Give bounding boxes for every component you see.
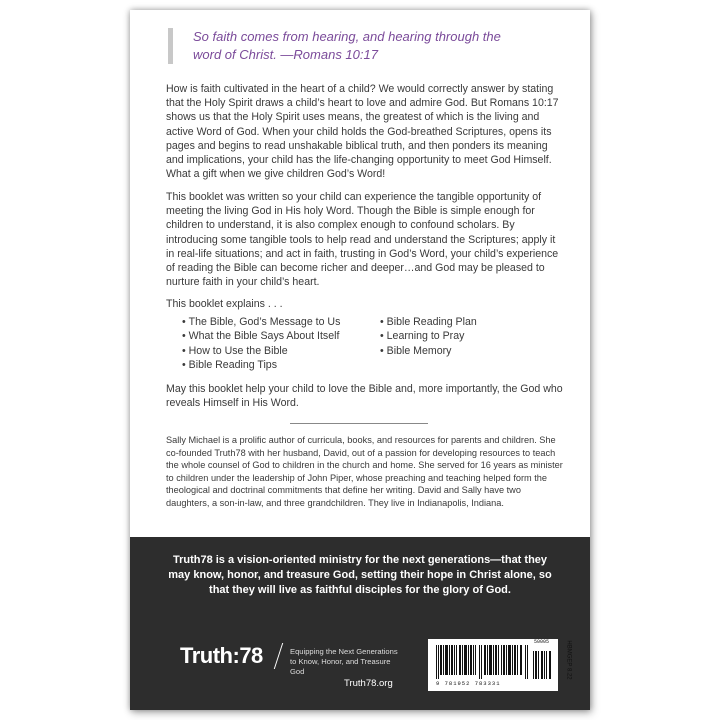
intro-paragraph: How is faith cultivated in the heart of a child? We would correctly answer by stating that the Holy Spirit draws a child’s heart to love and admire God. But Romans 10:17 shows us that the Holy Spirit uses means, the greatest of which is the living and active Word of God. When your child holds the God-breathed Scriptures, opens its pages and begins to read unshakable biblical truth, and then ponders its meaning and implications, your child has the life-changing opportunity to meet God Himself. What a gift when we give children God’s Word! xyxy=(166,83,559,181)
scripture-quote xyxy=(168,28,573,64)
topic-item: • Learning to Pray xyxy=(380,329,477,343)
topic-item: • Bible Reading Tips xyxy=(182,358,380,372)
product-code: HBMGEP 8.22 xyxy=(565,640,572,680)
price-code: 50005 xyxy=(534,639,550,645)
truth78-logo: Truth:78 xyxy=(180,643,263,668)
tagline-line-2: to Know, Honor, and Treasure God xyxy=(290,657,391,676)
mission-statement: Truth78 is a vision-oriented ministry for the next generations—that they may know, honor, and treasure God, setting their hope in Christ alone, so that they will live as faithful disciples for the glory of God. xyxy=(168,554,552,596)
topics-column-right xyxy=(380,315,477,372)
topic-item: • What the Bible Says About Itself xyxy=(182,329,380,343)
logo-tagline xyxy=(290,647,400,677)
booklet-back-cover xyxy=(130,10,590,710)
topic-item: • Bible Memory xyxy=(380,344,477,358)
topic-item: • Bible Reading Plan xyxy=(380,315,477,329)
logo-divider-slash xyxy=(274,643,283,669)
topics-column-left xyxy=(182,315,380,372)
isbn-barcode xyxy=(428,639,572,691)
website-link[interactable]: Truth78.org xyxy=(344,678,393,689)
topic-item: • The Bible, God’s Message to Us xyxy=(182,315,380,329)
purpose-paragraph: This booklet was written so your child can experience the tangible opportunity of meeting the living God in His holy Word. Though the Bible is simple enough for children to understand, it is also complex enough to confound scholars. By introducing some tangible tools to help read and understand the Scriptures; apply it in real-life situations; and act in faith, trusting in God’s Word, your child’s experience of reading the Bible can become richer and deeper…and God may be pleased to nurture faith in your child’s heart. xyxy=(166,191,559,289)
closing-paragraph: May this booklet help your child to love the Bible and, more importantly, the God who reveals Himself in His Word. xyxy=(166,383,563,410)
footer-band xyxy=(130,537,590,710)
topic-item: • How to Use the Bible xyxy=(182,344,380,358)
barcode-bars-icon xyxy=(436,645,532,679)
scripture-quote-line-2: word of Christ. —Romans 10:17 xyxy=(193,47,378,62)
author-bio: Sally Michael is a prolific author of curricula, books, and resources for parents and children. She co-founded Truth78 with her husband, David, out of a passion for developing resources to teach the whole counsel of God to children in the church and home. She served for 16 years as minister to children under the leadership of John Piper, whose preaching and teaching helped form the theological and doctrinal commitments that define her writing. David and Sally have two daughters, a son-in-law, and three grandchildren. They live in Indianapolis, Indiana. xyxy=(166,435,563,508)
isbn-digits: 9 781952 783331 xyxy=(436,680,501,687)
section-divider xyxy=(290,423,428,424)
tagline-line-1: Equipping the Next Generations xyxy=(290,647,398,656)
scripture-quote-line-1: So faith comes from hearing, and hearing through the xyxy=(193,29,501,44)
topics-list xyxy=(182,315,542,372)
price-barcode-icon xyxy=(532,645,556,679)
explains-lead: This booklet explains . . . xyxy=(166,298,283,310)
